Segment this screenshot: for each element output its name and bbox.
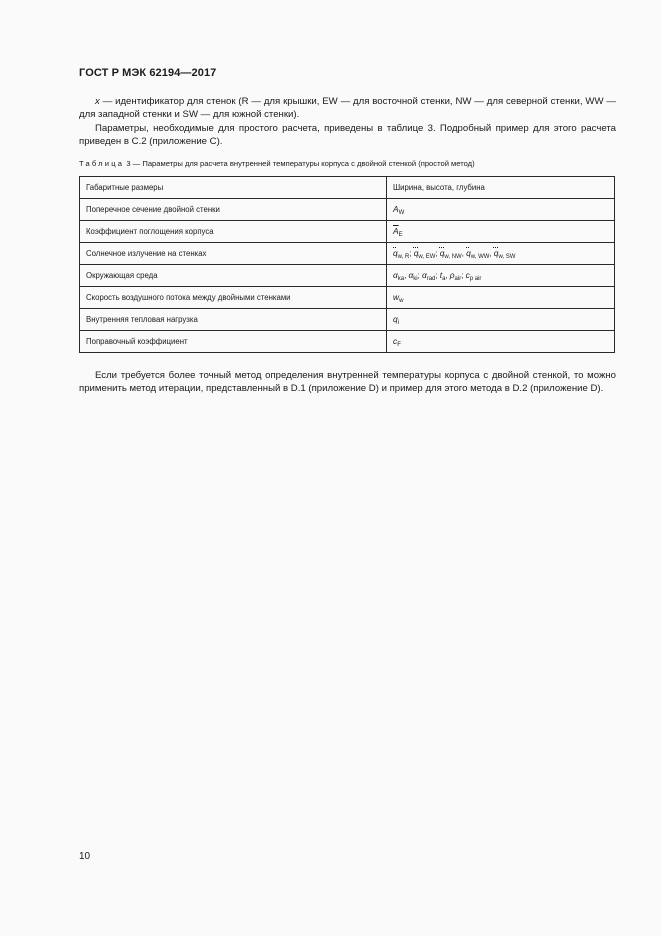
x-definition-text: — идентификатор для стенок (R — для крышки, EW — для восточной стенки, NW — для северной стенки, WW — для западной стенки и SW — для южной стенки). — [79, 96, 616, 121]
parameter-symbol — [440, 249, 462, 258]
parameter-symbol — [393, 293, 403, 302]
document-header: ГОСТ Р МЭК 62194—2017 — [79, 67, 217, 79]
parameter-symbol — [393, 227, 403, 236]
table-row — [80, 199, 615, 221]
paragraph-iteration-method — [79, 369, 616, 396]
symbol-subscript: W — [398, 209, 405, 216]
symbol-letter: ρ — [449, 269, 455, 280]
table-row — [80, 221, 615, 243]
table-row — [80, 243, 615, 265]
page-number: 10 — [79, 851, 91, 862]
table-row — [80, 309, 615, 331]
symbol-letter: α — [393, 269, 398, 280]
parameter-symbol — [450, 271, 461, 280]
parameter-symbol — [466, 271, 482, 280]
symbol-separator: , — [489, 248, 494, 258]
parameter-symbol — [393, 271, 404, 280]
table-row — [80, 265, 615, 287]
symbol-letter: q — [493, 247, 499, 258]
paragraph-parameters — [79, 122, 616, 149]
symbol-letter: c — [393, 335, 398, 346]
symbol-subscript: E — [398, 231, 403, 238]
parameter-name-cell: Скорость воздушного потока между двойными стенками — [80, 287, 387, 309]
symbol-subscript: ki — [413, 275, 418, 282]
symbol-separator: ; — [435, 270, 440, 280]
symbol-subscript: w, NW — [444, 253, 462, 260]
symbol-separator: ; — [435, 248, 440, 258]
symbol-separator: , — [461, 248, 467, 258]
parameter-value-cell — [387, 199, 615, 221]
table-row — [80, 287, 615, 309]
parameter-name-cell: Габаритные размеры — [80, 177, 387, 199]
parameter-value-cell — [387, 287, 615, 309]
symbol-letter: w — [393, 291, 400, 302]
symbol-separator: , — [445, 270, 450, 280]
parameter-name-cell: Окружающая среда — [80, 265, 387, 287]
symbol-letter: q — [393, 313, 398, 324]
parameter-value-cell — [387, 243, 615, 265]
parameter-symbol — [466, 249, 489, 258]
symbol-letter: α — [408, 269, 414, 280]
parameters-table — [79, 176, 615, 353]
parameter-symbol — [393, 315, 399, 324]
iteration-method-text: Если требуется более точный метод определения внутренней температуры корпуса с двойной стенкой, то можно применить метод итерации, представленный в D.1 (приложение D) и пример для этого метода в D.2 (приложение D). — [79, 370, 616, 395]
symbol-subscript: air — [454, 275, 462, 282]
parameter-name-cell: Коэффициент поглощения корпуса — [80, 221, 387, 243]
parameter-symbol — [408, 271, 417, 280]
symbol-letter: A — [393, 203, 399, 214]
symbol-letter: q — [413, 247, 419, 258]
parameter-name-cell: Солнечное излучение на стенках — [80, 243, 387, 265]
table-row — [80, 177, 615, 199]
symbol-letter: t — [439, 269, 443, 280]
symbol-subscript: F — [397, 341, 401, 348]
parameter-value-cell: Ширина, высота, глубина — [387, 177, 615, 199]
table-caption-prefix: Таблица — [79, 159, 125, 168]
variable-x: x — [95, 96, 100, 107]
parameter-symbol — [393, 337, 401, 346]
symbol-subscript: ka — [397, 275, 405, 282]
parameters-text: Параметры, необходимые для простого расчета, приведены в таблице 3. Подробный пример для этого расчета приведен в С.2 (приложение С). — [79, 123, 616, 148]
parameter-value-cell — [387, 331, 615, 353]
symbol-letter: q — [393, 247, 398, 258]
table-caption — [79, 159, 619, 169]
symbol-subscript: w — [399, 297, 404, 304]
symbol-subscript: a — [442, 275, 446, 282]
parameter-name-cell: Внутренняя тепловая нагрузка — [80, 309, 387, 331]
parameter-value-cell — [387, 221, 615, 243]
symbol-subscript: w, R — [397, 253, 410, 260]
symbol-letter: $\overline{A}$ — [393, 225, 399, 236]
symbol-letter: α — [421, 269, 427, 280]
parameter-symbol — [414, 249, 436, 258]
symbol-subscript: w, EW — [418, 253, 436, 260]
parameter-symbol — [393, 205, 404, 214]
parameter-symbol — [494, 249, 516, 258]
paragraph-x-definition — [79, 95, 616, 122]
symbol-subscript: w, SW — [498, 253, 516, 260]
table-row — [80, 331, 615, 353]
parameter-name-cell: Поправочный коэффициент — [80, 331, 387, 353]
table-caption-text: — Параметры для расчета внутренней температуры корпуса с двойной стенкой (простой метод) — [130, 159, 475, 168]
symbol-subscript: i — [397, 319, 400, 326]
symbol-letter: q — [466, 247, 471, 258]
symbol-separator: , — [404, 270, 409, 280]
symbol-separator: ; — [461, 270, 466, 280]
symbol-letter: c — [465, 269, 470, 280]
symbol-subscript: p air — [469, 275, 482, 282]
symbol-subscript: w, WW — [470, 253, 490, 260]
symbol-separator: ; — [409, 248, 414, 258]
parameter-symbol — [393, 249, 409, 258]
table-caption-number: 3 — [126, 159, 131, 168]
symbol-separator: ; — [417, 270, 422, 280]
parameter-value-cell — [387, 265, 615, 287]
parameter-value-cell — [387, 309, 615, 331]
symbol-letter: q — [439, 247, 445, 258]
symbol-subscript: rad — [426, 275, 436, 282]
parameter-name-cell: Поперечное сечение двойной стенки — [80, 199, 387, 221]
parameter-symbol — [422, 271, 435, 280]
